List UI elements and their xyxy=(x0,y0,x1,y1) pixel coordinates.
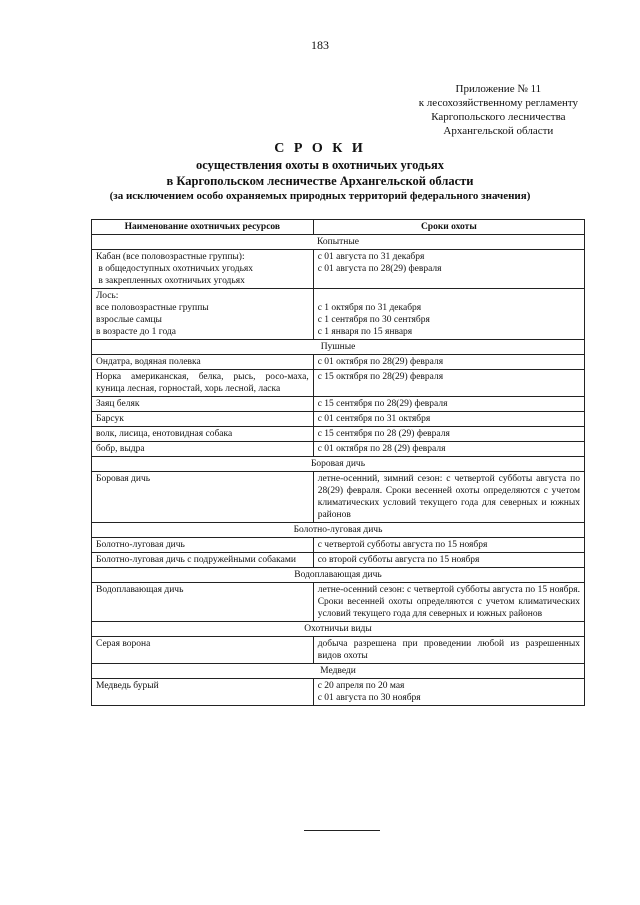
term-cell: с 01 сентября по 31 октября xyxy=(313,412,584,427)
resource-cell: Серая ворона xyxy=(92,637,314,664)
document-title xyxy=(0,140,640,203)
resource-cell: Заяц беляк xyxy=(92,397,314,412)
appendix-block xyxy=(419,82,578,138)
term-cell: с 01 октября по 28 (29) февраля xyxy=(313,442,584,457)
resource-line: Кабан (все половозрастные группы): xyxy=(96,252,245,262)
table-row xyxy=(92,250,585,289)
term-cell: с 15 октября по 28(29) февраля xyxy=(313,370,584,397)
term-cell xyxy=(313,679,584,706)
title-subheading: в Каргопольском лесничестве Архангельской области xyxy=(166,174,474,188)
table-row xyxy=(92,679,585,706)
table-row xyxy=(92,289,585,340)
term-cell: с четвертой субботы августа по 15 ноября xyxy=(313,538,584,553)
resource-cell xyxy=(92,289,314,340)
term-cell: с 01 октября по 28(29) февраля xyxy=(313,355,584,370)
table-row xyxy=(92,412,585,427)
resource-cell: Болотно-луговая дичь с подружейными собаками xyxy=(92,553,314,568)
resource-line: в общедоступных охотничьих угодьях xyxy=(96,264,254,274)
resource-cell: Ондатра, водяная полевка xyxy=(92,355,314,370)
term-line: с 1 сентября по 30 сентября xyxy=(317,315,430,325)
term-cell: летне-осенний сезон: с четвертой субботы августа по 15 ноября. Сроки весенней охоты определяются с учетом климатических условий текущего года для северных и южных районов xyxy=(313,583,584,622)
term-line: с 01 августа по 30 ноября xyxy=(317,693,421,703)
term-cell xyxy=(313,250,584,289)
section-ungulates: Копытные xyxy=(92,235,585,250)
appendix-line: к лесохозяйственному регламенту xyxy=(418,97,578,109)
section-row xyxy=(92,235,585,250)
section-row xyxy=(92,622,585,637)
table-header-row xyxy=(92,220,585,235)
table-row xyxy=(92,370,585,397)
term-line: с 01 августа по 31 декабря xyxy=(317,252,425,262)
title-subheading: осуществления охоты в охотничьих угодьях xyxy=(196,158,444,172)
table-row xyxy=(92,472,585,523)
term-cell: летне-осенний, зимний сезон: с четвертой субботы августа по 28(29) февраля. Сроки весенней охоты определяются с учетом климатических условий текущего года для северных и южных районов xyxy=(313,472,584,523)
resource-line: в закрепленных охотничьих угодьях xyxy=(96,276,245,286)
term-cell xyxy=(313,289,584,340)
table-row xyxy=(92,538,585,553)
appendix-line: Архангельской области xyxy=(443,125,554,137)
table-row xyxy=(92,355,585,370)
term-cell: добыча разрешена при проведении любой из разрешенных видов охоты xyxy=(313,637,584,664)
table-row xyxy=(92,583,585,622)
title-note: (за исключением особо охраняемых природных территорий федерального значения) xyxy=(109,190,531,202)
resource-cell: Боровая дичь xyxy=(92,472,314,523)
term-cell: с 15 сентября по 28(29) февраля xyxy=(313,397,584,412)
term-cell: с 15 сентября по 28 (29) февраля xyxy=(313,427,584,442)
section-waterfowl: Водоплавающая дичь xyxy=(92,568,585,583)
section-row xyxy=(92,568,585,583)
resource-cell: Водоплавающая дичь xyxy=(92,583,314,622)
resource-cell: Норка американская, белка, рысь, росо-маха, куница лесная, горностай, хорь лесной, ласка xyxy=(92,370,314,397)
resource-cell: волк, лисица, енотовидная собака xyxy=(92,427,314,442)
page-number: 183 xyxy=(311,38,329,52)
section-row xyxy=(92,664,585,679)
appendix-line: Приложение № 11 xyxy=(455,83,542,95)
footer-divider xyxy=(304,830,380,831)
title-heading: С Р О К И xyxy=(274,141,366,156)
resource-cell xyxy=(92,250,314,289)
resource-line: в возрасте до 1 года xyxy=(96,327,176,337)
appendix-line: Каргопольского лесничества xyxy=(431,111,566,123)
resource-line: взрослые самцы xyxy=(96,315,162,325)
table-row xyxy=(92,397,585,412)
section-row xyxy=(92,523,585,538)
resource-cell: Медведь бурый xyxy=(92,679,314,706)
table-row xyxy=(92,637,585,664)
term-line: с 01 августа по 28(29) февраля xyxy=(317,264,442,274)
section-fur: Пушные xyxy=(92,340,585,355)
section-row xyxy=(92,457,585,472)
term-line: с 1 октября по 31 декабря xyxy=(317,303,422,313)
section-marsh: Болотно-луговая дичь xyxy=(92,523,585,538)
table-row xyxy=(92,442,585,457)
section-bears: Медведи xyxy=(92,664,585,679)
table-row xyxy=(92,427,585,442)
section-upland: Боровая дичь xyxy=(92,457,585,472)
resource-line: все половозрастные группы xyxy=(96,303,209,313)
resource-cell: Болотно-луговая дичь xyxy=(92,538,314,553)
table-row xyxy=(92,553,585,568)
resource-line: Лось: xyxy=(96,291,119,301)
resource-cell: Барсук xyxy=(92,412,314,427)
term-line: с 20 апреля по 20 мая xyxy=(317,681,405,691)
term-cell: со второй субботы августа по 15 ноября xyxy=(313,553,584,568)
section-species: Охотничьи виды xyxy=(92,622,585,637)
hunting-terms-table xyxy=(91,219,585,706)
resource-cell: бобр, выдра xyxy=(92,442,314,457)
header-terms: Сроки охоты xyxy=(313,220,584,235)
section-row xyxy=(92,340,585,355)
term-line: с 1 января по 15 января xyxy=(317,327,413,337)
header-resources: Наименование охотничьих ресурсов xyxy=(92,220,314,235)
